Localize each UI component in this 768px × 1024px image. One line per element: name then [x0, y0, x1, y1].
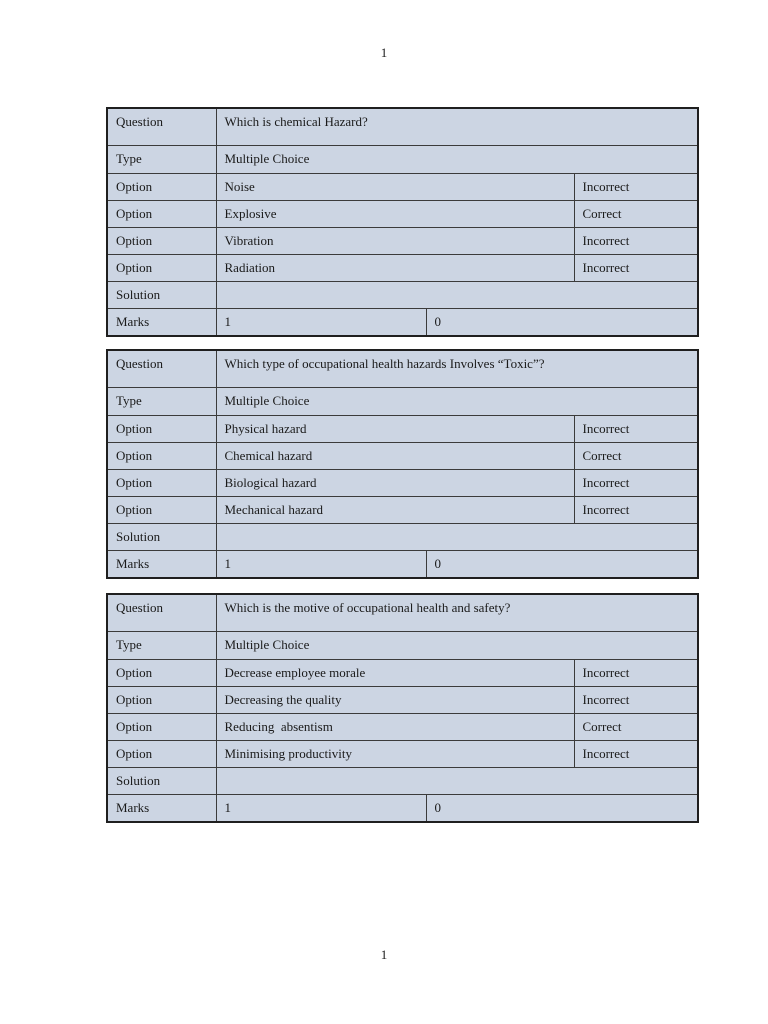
option-status: Incorrect	[574, 740, 698, 767]
option-row-label: Option	[107, 659, 216, 686]
marks-incorrect-value: 0	[426, 550, 698, 578]
solution-row-label: Solution	[107, 281, 216, 308]
question-table-3	[106, 593, 699, 823]
question-row	[107, 594, 698, 631]
solution-text	[216, 767, 698, 794]
question-table-1	[106, 107, 699, 337]
option-status: Incorrect	[574, 686, 698, 713]
marks-correct-value: 1	[216, 550, 426, 578]
option-row-label: Option	[107, 740, 216, 767]
question-text: Which type of occupational health hazards Involves “Toxic”?	[216, 350, 698, 387]
option-status: Incorrect	[574, 254, 698, 281]
option-text: Physical hazard	[216, 415, 574, 442]
option-text: Decreasing the quality	[216, 686, 574, 713]
option-status: Incorrect	[574, 659, 698, 686]
solution-row	[107, 523, 698, 550]
type-row-label: Type	[107, 387, 216, 415]
option-text: Biological hazard	[216, 469, 574, 496]
question-row-label: Question	[107, 108, 216, 145]
marks-row-label: Marks	[107, 794, 216, 822]
solution-text	[216, 523, 698, 550]
question-row-label: Question	[107, 350, 216, 387]
option-text: Explosive	[216, 200, 574, 227]
option-text: Noise	[216, 173, 574, 200]
option-status: Incorrect	[574, 469, 698, 496]
option-row	[107, 496, 698, 523]
question-row-label: Question	[107, 594, 216, 631]
type-row-label: Type	[107, 631, 216, 659]
option-status: Incorrect	[574, 227, 698, 254]
solution-row-label: Solution	[107, 767, 216, 794]
option-row-label: Option	[107, 469, 216, 496]
marks-correct-value: 1	[216, 308, 426, 336]
option-row-label: Option	[107, 200, 216, 227]
option-status: Correct	[574, 442, 698, 469]
solution-row-label: Solution	[107, 523, 216, 550]
option-row-label: Option	[107, 442, 216, 469]
marks-incorrect-value: 0	[426, 794, 698, 822]
solution-text	[216, 281, 698, 308]
option-row	[107, 740, 698, 767]
option-text: Mechanical hazard	[216, 496, 574, 523]
option-row	[107, 713, 698, 740]
option-row	[107, 442, 698, 469]
option-row	[107, 173, 698, 200]
marks-row	[107, 550, 698, 578]
option-row	[107, 686, 698, 713]
option-row	[107, 254, 698, 281]
option-status: Incorrect	[574, 173, 698, 200]
option-row	[107, 415, 698, 442]
type-text: Multiple Choice	[216, 387, 698, 415]
marks-row-label: Marks	[107, 550, 216, 578]
option-text: Minimising productivity	[216, 740, 574, 767]
option-text: Vibration	[216, 227, 574, 254]
page-number-header: 1	[380, 45, 388, 60]
question-table-2	[106, 349, 699, 579]
page-number-footer: 1	[380, 947, 388, 962]
type-row	[107, 145, 698, 173]
option-row-label: Option	[107, 415, 216, 442]
option-row-label: Option	[107, 496, 216, 523]
marks-incorrect-value: 0	[426, 308, 698, 336]
type-row	[107, 631, 698, 659]
marks-row-label: Marks	[107, 308, 216, 336]
type-row	[107, 387, 698, 415]
question-text: Which is chemical Hazard?	[216, 108, 698, 145]
option-status: Incorrect	[574, 415, 698, 442]
solution-row	[107, 767, 698, 794]
option-text: Reducing absentism	[216, 713, 574, 740]
option-row-label: Option	[107, 686, 216, 713]
option-row-label: Option	[107, 713, 216, 740]
option-status: Incorrect	[574, 496, 698, 523]
question-text: Which is the motive of occupational health and safety?	[216, 594, 698, 631]
option-row	[107, 469, 698, 496]
option-row-label: Option	[107, 227, 216, 254]
option-status: Correct	[574, 200, 698, 227]
solution-row	[107, 281, 698, 308]
marks-row	[107, 794, 698, 822]
option-text: Radiation	[216, 254, 574, 281]
question-row	[107, 108, 698, 145]
option-text: Chemical hazard	[216, 442, 574, 469]
type-row-label: Type	[107, 145, 216, 173]
question-row	[107, 350, 698, 387]
option-row-label: Option	[107, 254, 216, 281]
option-row	[107, 659, 698, 686]
option-row-label: Option	[107, 173, 216, 200]
option-status: Correct	[574, 713, 698, 740]
marks-correct-value: 1	[216, 794, 426, 822]
type-text: Multiple Choice	[216, 631, 698, 659]
option-row	[107, 200, 698, 227]
marks-row	[107, 308, 698, 336]
option-row	[107, 227, 698, 254]
type-text: Multiple Choice	[216, 145, 698, 173]
option-text: Decrease employee morale	[216, 659, 574, 686]
